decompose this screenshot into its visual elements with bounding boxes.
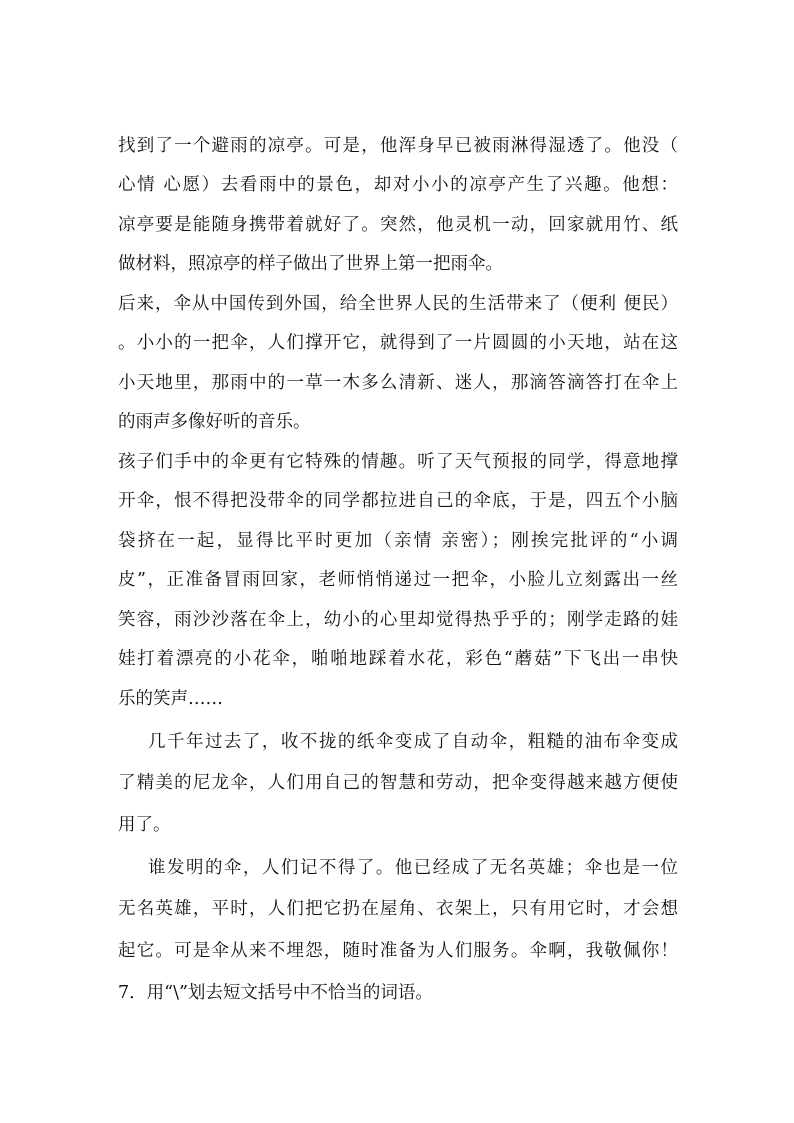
paragraph-line: 娃打着漂亮的小花伞，啪啪地踩着水花，彩色“蘑菇”下飞出一串快 [118,649,678,669]
question-number: 7． [118,983,147,1003]
paragraph-line: 小天地里，那雨中的一草一木多么清新、迷人，那滴答滴答打在伞上 [118,373,678,393]
paragraph-line: 谁发明的伞，人们记不得了。他已经成了无名英雄；伞也是一位 [148,858,678,878]
paragraph-line: 做材料，照凉亭的样子做出了世界上第一把雨伞。 [118,254,503,274]
paragraph-line: 心情 心愿）去看雨中的景色，却对小小的凉亭产生了兴趣。他想： [118,175,678,195]
paragraph-line: 了精美的尼龙伞，人们用自己的智慧和劳动，把伞变得越来越方便使 [118,773,678,793]
paragraph-line: 。小小的一把伞，人们撑开它，就得到了一片圆圆的小天地，站在这 [118,333,678,353]
question-7 [118,982,433,1004]
paragraph-line: 后来，伞从中国传到外国，给全世界人民的生活带来了（便利 便民） [118,294,678,314]
paragraph-line: 孩子们手中的伞更有它特殊的情趣。听了天气预报的同学，得意地撑 [118,452,678,472]
paragraph-line: 无名英雄，平时，人们把它扔在屋角、衣架上，只有用它时，才会想 [118,899,678,919]
paragraph-line: 起它。可是伞从来不埋怨，随时准备为人们服务。伞啊，我敬佩你！ [118,941,678,961]
paragraph-line: 笑容，雨沙沙落在伞上，幼小的心里却觉得热乎乎的；刚学走路的娃 [118,610,678,630]
paragraph-line: 皮”，正准备冒雨回家，老师悄悄递过一把伞，小脸儿立刻露出一丝 [118,570,678,590]
question-text: 用“\”划去短文括号中不恰当的词语。 [146,983,433,1003]
paragraph-line: 的雨声多像好听的音乐。 [118,412,311,432]
paragraph-line: 几千年过去了，收不拢的纸伞变成了自动伞，粗糙的油布伞变成 [148,732,678,752]
paragraph-line: 用了。 [118,815,171,835]
paragraph-line: 找到了一个避雨的凉亭。可是，他浑身早已被雨淋得湿透了。他没（ [118,136,678,156]
paragraph-line: 袋挤在一起，显得比平时更加（亲情 亲密）；刚挨完批评的“小调 [118,531,678,551]
paragraph-line: 开伞，恨不得把没带伞的同学都拉进自己的伞底，于是，四五个小脑 [118,491,678,511]
paragraph-line: 乐的笑声…… [118,689,223,709]
paragraph-line: 凉亭要是能随身携带着就好了。突然，他灵机一动，回家就用竹、纸 [118,215,678,235]
